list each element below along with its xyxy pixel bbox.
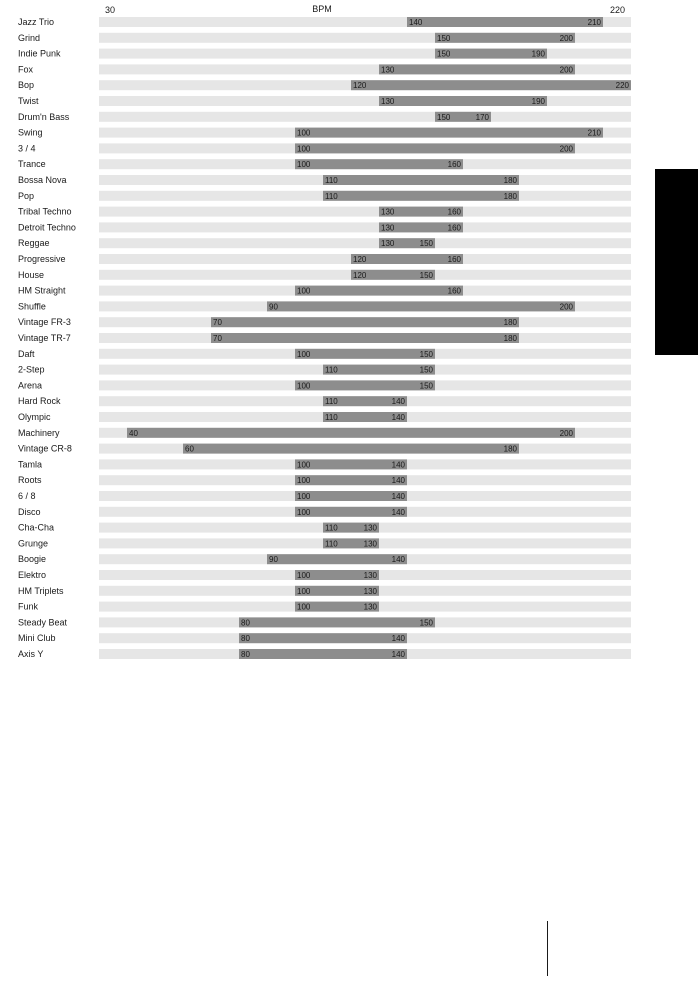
bpm-min-label: 80	[241, 618, 250, 628]
style-label: Grind	[18, 32, 41, 43]
style-label: Cha-Cha	[18, 522, 55, 533]
bpm-min-label: 120	[353, 270, 367, 280]
bpm-range-bar	[295, 380, 435, 390]
bpm-max-label: 150	[419, 349, 433, 359]
style-label: Progressive	[18, 254, 66, 264]
bpm-max-label: 220	[615, 81, 629, 91]
bpm-track	[99, 96, 631, 106]
style-label: Olympic	[18, 412, 51, 422]
bpm-max-label: 150	[419, 239, 433, 249]
bpm-min-label: 130	[381, 223, 395, 233]
style-label: Tribal Techno	[18, 206, 72, 217]
bpm-min-label: 110	[325, 191, 338, 201]
bpm-max-label: 190	[531, 97, 545, 106]
style-label: Daft	[18, 348, 35, 359]
bpm-range-bar	[295, 507, 407, 517]
bpm-max-label: 200	[559, 33, 573, 43]
bpm-min-label: 100	[297, 492, 311, 501]
bpm-max-label: 130	[363, 602, 377, 612]
bpm-min-label: 130	[381, 207, 395, 217]
style-label: Grunge	[18, 538, 49, 549]
bpm-range-bar	[239, 617, 435, 627]
style-label: Vintage TR-7	[18, 333, 71, 343]
style-label: Shuffle	[18, 301, 46, 312]
bpm-min-label: 40	[129, 428, 138, 438]
bpm-min-label: 80	[241, 634, 250, 644]
bpm-max-label: 210	[587, 18, 601, 27]
style-label: Trance	[18, 159, 46, 170]
bpm-min-label: 110	[325, 413, 338, 422]
bpm-max-label: 140	[391, 492, 405, 501]
bpm-max-label: 180	[503, 444, 517, 454]
style-label: Disco	[18, 506, 41, 517]
style-label: Axis Y	[18, 649, 44, 659]
bpm-max-label: 150	[419, 618, 433, 628]
bpm-range-bar	[435, 49, 547, 59]
style-label: Tamla	[18, 459, 43, 470]
bpm-min-label: 100	[297, 460, 311, 470]
bpm-max-label: 130	[363, 571, 377, 580]
bpm-min-label: 70	[213, 334, 222, 343]
bpm-max-label: 140	[391, 397, 405, 407]
bpm-min-label: 110	[325, 539, 338, 549]
bpm-min-label: 100	[297, 571, 311, 580]
bpm-min-label: 80	[241, 650, 250, 659]
bpm-range-bar	[407, 17, 603, 27]
style-label: HM Triplets	[18, 585, 64, 596]
bpm-max-label: 160	[447, 255, 461, 264]
bpm-max-label: 160	[447, 286, 461, 296]
style-label: 2-Step	[18, 364, 45, 375]
bpm-max-label: 140	[391, 460, 405, 470]
bpm-range-bar	[127, 428, 575, 438]
bpm-range-bar	[267, 301, 575, 311]
style-label: Mini Club	[18, 633, 56, 644]
bpm-range-bar	[295, 159, 463, 169]
bpm-max-label: 160	[447, 160, 461, 170]
style-label: Reggae	[18, 238, 50, 249]
bpm-range-bar	[295, 349, 435, 359]
bpm-max-label: 180	[503, 176, 517, 185]
bpm-max-label: 200	[559, 144, 573, 154]
bpm-track	[99, 207, 631, 217]
bpm-max-label: 130	[363, 539, 377, 549]
bpm-max-label: 180	[503, 191, 517, 201]
bpm-min-label: 100	[297, 349, 311, 359]
bpm-range-bar	[211, 333, 519, 343]
bpm-max-label: 200	[559, 65, 573, 75]
style-label: Boogie	[18, 554, 47, 565]
bpm-range-bar	[267, 554, 407, 564]
style-label: 3 / 4	[18, 143, 36, 154]
style-label: Vintage CR-8	[18, 443, 72, 454]
bpm-min-label: 100	[297, 586, 311, 596]
bpm-max-label: 140	[391, 413, 405, 422]
axis-min-label: 30	[105, 5, 116, 15]
bpm-max-label: 160	[447, 207, 461, 217]
style-label: Swing	[18, 127, 43, 138]
bpm-max-label: 180	[503, 318, 517, 328]
bpm-min-label: 90	[269, 555, 278, 565]
chart-rows	[18, 17, 631, 659]
style-label: Hard Rock	[18, 396, 61, 407]
bpm-track	[99, 222, 631, 232]
bpm-min-label: 130	[381, 97, 395, 106]
style-label: Bossa Nova	[18, 175, 67, 185]
bpm-range-bar	[295, 143, 575, 153]
bpm-range-bar	[323, 191, 519, 201]
bpm-range-bar	[351, 254, 463, 264]
style-label: Fox	[18, 64, 34, 75]
style-label: 6 / 8	[18, 491, 36, 501]
bpm-min-label: 120	[353, 255, 367, 264]
bpm-min-label: 100	[297, 160, 311, 170]
bpm-min-label: 140	[409, 18, 423, 27]
bpm-max-label: 200	[559, 302, 573, 312]
bpm-max-label: 170	[475, 112, 489, 122]
bpm-min-label: 70	[213, 318, 222, 328]
bpm-range-bar	[323, 175, 519, 185]
bpm-min-label: 100	[297, 381, 311, 391]
bpm-min-label: 130	[381, 239, 395, 249]
bpm-min-label: 100	[297, 128, 311, 138]
style-label: Bop	[18, 80, 35, 91]
bpm-track	[99, 49, 631, 59]
bpm-range-bar	[295, 491, 407, 501]
style-label: Twist	[18, 96, 39, 106]
bpm-min-label: 110	[325, 176, 338, 185]
style-label: Machinery	[18, 427, 60, 438]
bpm-min-label: 150	[437, 49, 451, 59]
bpm-min-label: 150	[437, 33, 451, 43]
bpm-max-label: 160	[447, 223, 461, 233]
bpm-range-bar	[295, 286, 463, 296]
bpm-max-label: 140	[391, 476, 405, 486]
bpm-min-label: 90	[269, 302, 278, 312]
bpm-min-label: 110	[325, 523, 338, 533]
bpm-track	[99, 112, 631, 122]
style-label: HM Straight	[18, 285, 66, 296]
bpm-max-label: 140	[391, 650, 405, 659]
style-label: Vintage FR-3	[18, 317, 71, 328]
bpm-max-label: 180	[503, 334, 517, 343]
bpm-track	[99, 238, 631, 248]
style-label: Arena	[18, 380, 43, 391]
style-label: House	[18, 269, 45, 280]
style-label: Roots	[18, 475, 42, 486]
bpm-max-label: 150	[419, 381, 433, 391]
bpm-min-label: 130	[381, 65, 395, 75]
style-label: Drum'n Bass	[18, 111, 70, 122]
bpm-max-label: 140	[391, 555, 405, 565]
bpm-range-bar	[295, 475, 407, 485]
axis-max-label: 220	[609, 5, 625, 15]
bpm-max-label: 150	[419, 270, 433, 280]
footer-divider	[547, 921, 548, 976]
style-label: Funk	[18, 601, 39, 612]
bpm-min-label: 100	[297, 507, 311, 517]
bpm-range-bar	[323, 365, 435, 375]
bpm-range-bar	[379, 96, 547, 106]
bpm-max-label: 130	[363, 586, 377, 596]
bpm-range-bar	[379, 64, 575, 74]
style-label: Jazz Trio	[18, 17, 55, 27]
bpm-range-bar	[295, 128, 603, 138]
bpm-min-label: 110	[325, 365, 338, 375]
bpm-min-label: 100	[297, 286, 311, 296]
bpm-max-label: 140	[391, 507, 405, 517]
bpm-min-label: 110	[325, 397, 338, 407]
style-label: Steady Beat	[18, 617, 68, 628]
bpm-max-label: 130	[363, 523, 377, 533]
style-label: Pop	[18, 190, 35, 201]
bpm-max-label: 140	[391, 634, 405, 644]
bpm-min-label: 100	[297, 476, 311, 486]
style-label: Indie Punk	[18, 48, 61, 59]
bpm-max-label: 150	[419, 365, 433, 375]
bpm-min-label: 60	[185, 444, 194, 454]
bpm-min-label: 100	[297, 602, 311, 612]
bpm-range-bar	[239, 649, 407, 659]
chart-title: BPM	[312, 4, 332, 14]
style-label: Elektro	[18, 570, 47, 580]
bpm-min-label: 100	[297, 144, 311, 154]
bpm-range-bar	[351, 80, 631, 90]
bpm-max-label: 210	[587, 128, 601, 138]
bpm-range-bar	[435, 33, 575, 43]
bpm-range-bar	[211, 317, 519, 327]
bpm-range-bar	[295, 459, 407, 469]
bpm-max-label: 190	[531, 49, 545, 59]
bpm-range-bar	[183, 444, 519, 454]
bpm-min-label: 150	[437, 112, 451, 122]
style-label: Detroit Techno	[18, 222, 76, 233]
side-tab-marker	[655, 169, 698, 355]
bpm-min-label: 120	[353, 81, 367, 91]
bpm-range-bar	[239, 633, 407, 643]
bpm-max-label: 200	[559, 428, 573, 438]
